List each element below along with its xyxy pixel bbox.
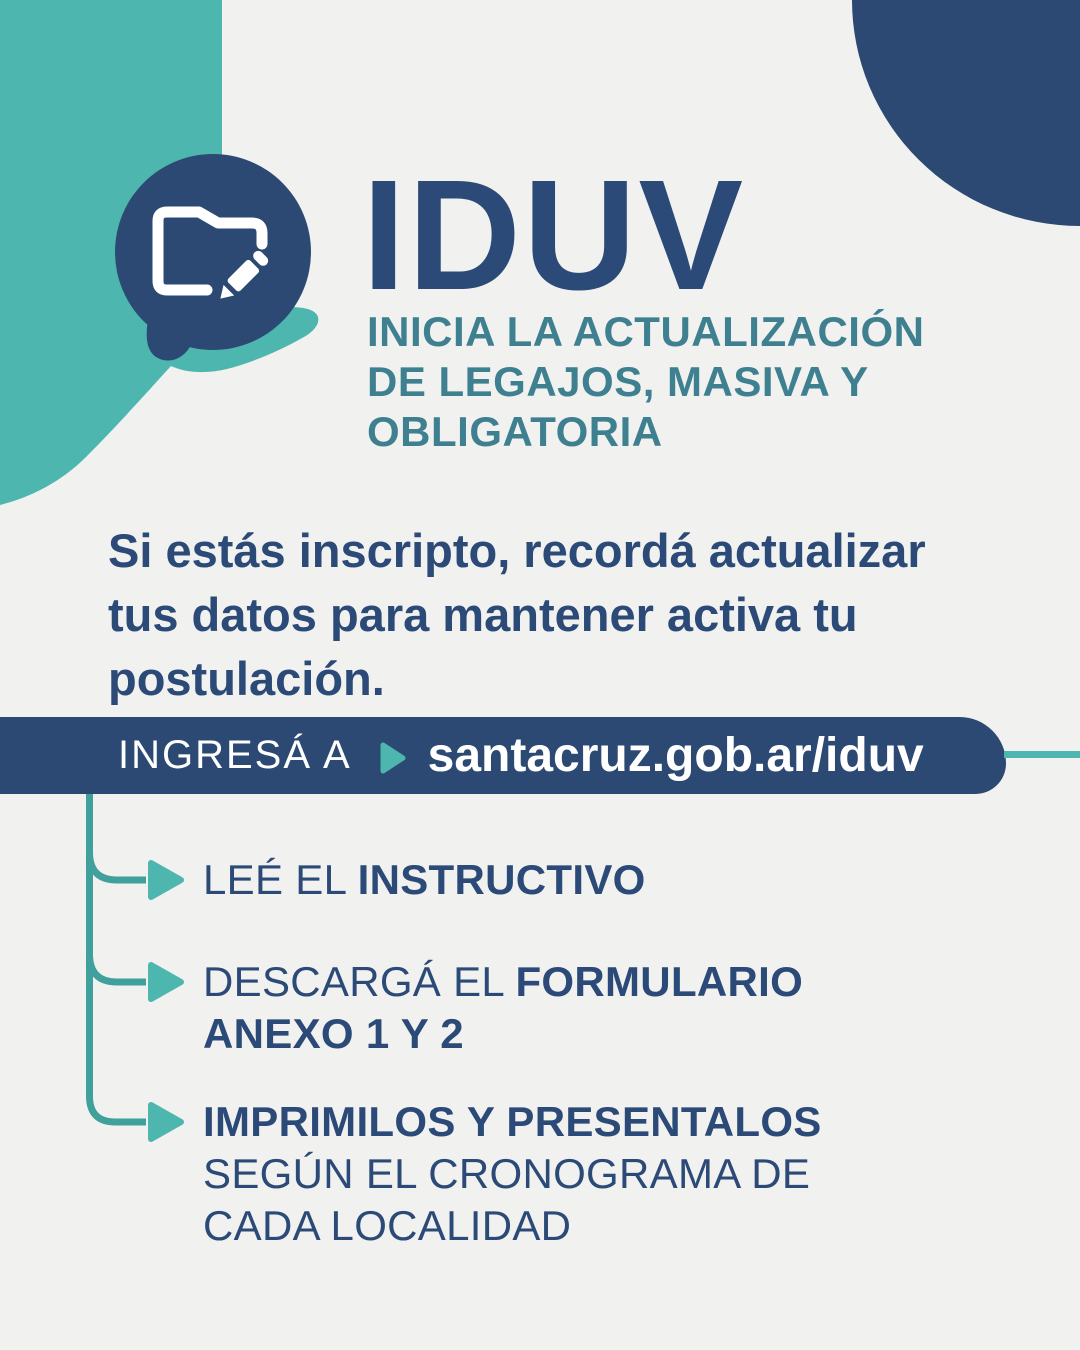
play-icon xyxy=(378,740,408,776)
checklist-item-line xyxy=(203,1096,822,1148)
banner-label: INGRESÁ A xyxy=(118,733,352,777)
subtitle xyxy=(367,307,924,457)
item-text: DESCARGÁ EL xyxy=(203,958,516,1005)
checklist-item xyxy=(203,1096,822,1252)
connector-branch-line xyxy=(90,852,147,880)
connector-main-line xyxy=(90,794,147,1122)
arrow-right-icon xyxy=(151,1105,181,1139)
intro-line: tus datos para mantener activa tu xyxy=(108,588,858,641)
checklist-item-line xyxy=(203,1200,822,1252)
item-text: SEGÚN EL CRONOGRAMA DE xyxy=(203,1150,811,1197)
checklist-item-line xyxy=(203,956,803,1008)
checklist-item-line xyxy=(203,1148,822,1200)
checklist-item-line xyxy=(203,854,646,906)
item-text-bold: INSTRUCTIVO xyxy=(357,856,646,903)
arrow-right-icon xyxy=(151,965,181,999)
connector-branch-line xyxy=(90,954,147,982)
checklist-item-line xyxy=(203,1008,803,1060)
item-text: LEÉ EL xyxy=(203,856,358,903)
hero-graphic xyxy=(0,0,360,520)
item-text-bold: ANEXO 1 Y 2 xyxy=(203,1010,464,1057)
intro-line: Si estás inscripto, recordá actualizar xyxy=(108,524,926,577)
subtitle-line: INICIA LA ACTUALIZACIÓN xyxy=(367,308,925,355)
connector-line xyxy=(0,794,220,1154)
url-banner xyxy=(0,717,1006,794)
intro-line: postulación. xyxy=(108,652,385,705)
page-title: IDUV xyxy=(362,148,746,323)
subtitle-line: OBLIGATORIA xyxy=(367,408,663,455)
corner-accent-shape xyxy=(852,0,1080,226)
item-text-bold: FORMULARIO xyxy=(515,958,804,1005)
banner-accent-line xyxy=(1004,751,1080,758)
item-text: CADA LOCALIDAD xyxy=(203,1202,572,1249)
intro-text xyxy=(108,519,926,711)
checklist-item xyxy=(203,956,803,1060)
item-text-bold: IMPRIMILOS Y PRESENTALOS xyxy=(203,1098,822,1145)
checklist-item xyxy=(203,854,646,906)
brand-circle xyxy=(115,154,311,350)
subtitle-line: DE LEGAJOS, MASIVA Y xyxy=(367,358,869,405)
banner-url: santacruz.gob.ar/iduv xyxy=(427,729,924,782)
arrow-right-icon xyxy=(151,863,181,897)
